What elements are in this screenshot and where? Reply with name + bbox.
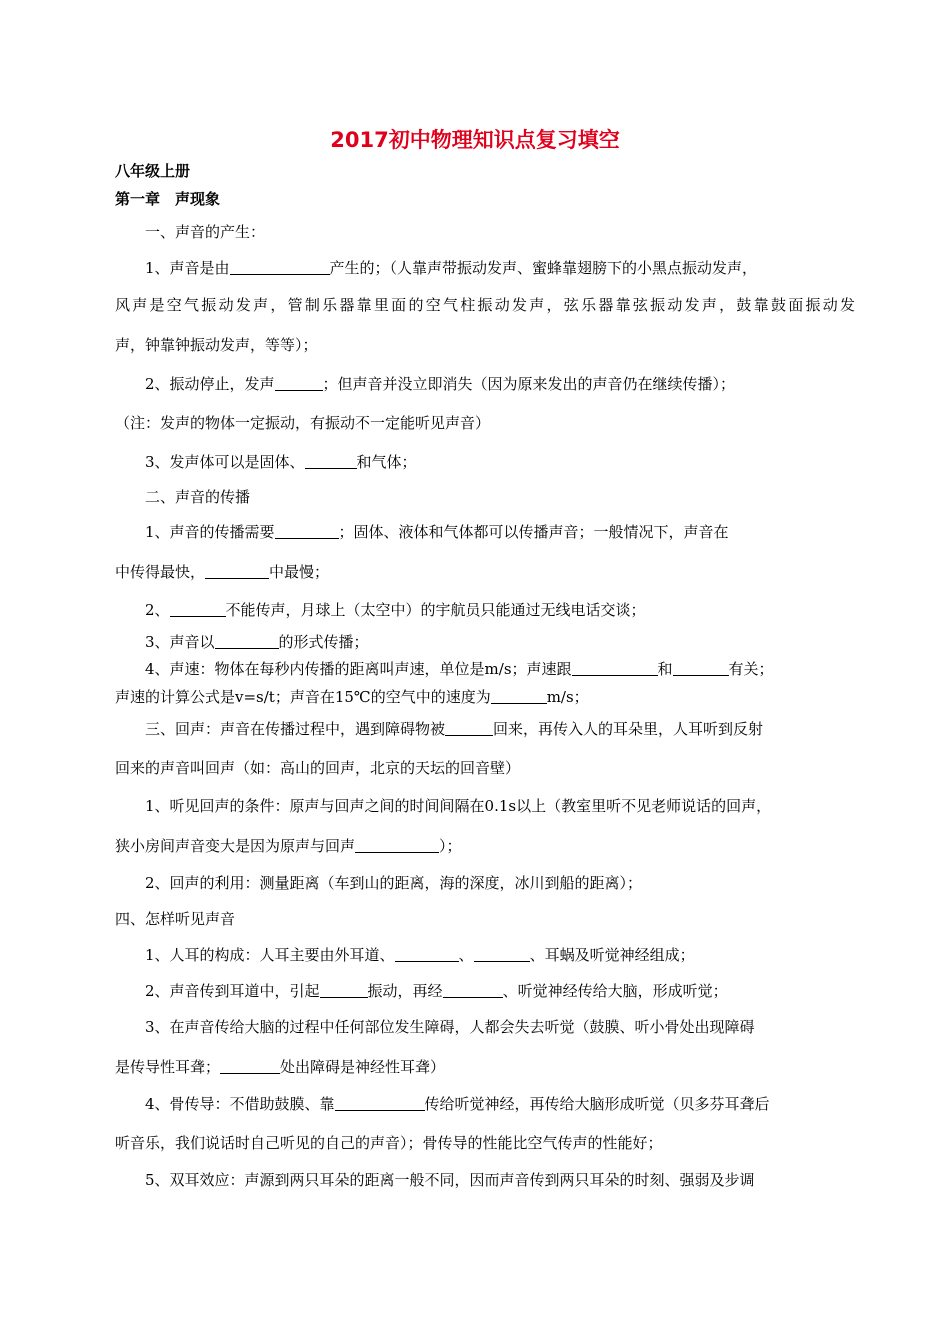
fill-blank[interactable]: [230, 260, 330, 275]
fill-blank[interactable]: [170, 602, 226, 617]
text-line: 中传得最快， 中最慢；: [115, 563, 330, 581]
text-line: 4、声速：物体在每秒内传播的距离叫声速，单位是m/s；声速跟 和 有关；: [145, 660, 774, 678]
text-line: 三、回声：声音在传播过程中，遇到障碍物被 回来，再传入人的耳朵里，人耳听到反射: [145, 720, 764, 738]
fill-blank[interactable]: [491, 689, 547, 704]
text-line: 狭小房间声音变大是因为原声与回声 ）；: [115, 837, 462, 855]
text-line: 听音乐，我们说话时自己听见的自己的声音）；骨传导的性能比空气传声的性能好；: [115, 1134, 663, 1152]
text-line: 风声是空气振动发声，管制乐器靠里面的空气柱振动发声，弦乐器靠弦振动发声，鼓靠鼓面振动发: [115, 296, 855, 314]
text-line: 3、声音以 的形式传播；: [145, 633, 369, 651]
text-line: 5、双耳效应：声源到两只耳朵的距离一般不同，因而声音传到两只耳朵的时刻、强弱及步调: [145, 1171, 755, 1189]
text-line: 2、回声的利用：测量距离（车到山的距离，海的深度，冰川到船的距离）；: [145, 874, 643, 892]
text-line: 2、 不能传声，月球上（太空中）的宇航员只能通过无线电话交谈；: [145, 601, 646, 619]
fill-blank[interactable]: [220, 1059, 280, 1074]
text-line: 2、声音传到耳道中，引起 振动，再经 、听觉神经传给大脑，形成听觉；: [145, 982, 728, 1000]
fill-blank[interactable]: [275, 524, 339, 539]
fill-blank[interactable]: [395, 947, 459, 962]
grade-heading: 八年级上册: [115, 162, 191, 180]
text-line: 1、声音的传播需要 ；固体、液体和气体都可以传播声音；一般情况下，声音在: [145, 523, 729, 541]
fill-blank[interactable]: [335, 1096, 425, 1111]
text-line: 3、发声体可以是固体、 和气体；: [145, 453, 417, 471]
text-line: 回来的声音叫回声（如：高山的回声，北京的天坛的回音壁）: [115, 759, 521, 777]
fill-blank[interactable]: [673, 661, 729, 676]
fill-blank[interactable]: [474, 947, 530, 962]
text-line: 声，钟靠钟振动发声，等等）；: [115, 336, 318, 354]
fill-blank[interactable]: [320, 983, 368, 998]
fill-blank[interactable]: [572, 661, 658, 676]
fill-blank[interactable]: [443, 983, 503, 998]
fill-blank[interactable]: [445, 721, 493, 736]
text-line: 是传导性耳聋； 处出障碍是神经性耳聋）: [115, 1058, 446, 1076]
text-line: 四、怎样听见声音: [115, 910, 236, 928]
text-line: 3、在声音传给大脑的过程中任何部位发生障碍，人都会失去听觉（鼓膜、听小骨处出现障碍: [145, 1018, 755, 1036]
text-line: 1、听见回声的条件：原声与回声之间的时间间隔在0.1s以上（教室里听不见老师说话的回声，: [145, 797, 772, 815]
chapter-heading: 第一章 声现象: [115, 190, 221, 208]
text-line: 2、振动停止，发声 ；但声音并没立即消失（因为原来发出的声音仍在继续传播）；: [145, 375, 736, 393]
text-line: （注：发声的物体一定振动，有振动不一定能听见声音）: [115, 414, 491, 432]
fill-blank[interactable]: [305, 454, 357, 469]
text-line: 1、声音是由 产生的；（人靠声带振动发声、蜜蜂靠翅膀下的小黑点振动发声，: [145, 259, 758, 277]
text-line: 二、声音的传播: [145, 488, 251, 506]
fill-blank[interactable]: [205, 564, 269, 579]
text-line: 一、声音的产生：: [145, 223, 266, 241]
fill-blank[interactable]: [355, 838, 439, 853]
fill-blank[interactable]: [215, 634, 279, 649]
text-line: 4、骨传导：不借助鼓膜、靠 传给听觉神经，再传给大脑形成听觉（贝多芬耳聋后: [145, 1095, 770, 1113]
text-line: 1、人耳的构成：人耳主要由外耳道、 、 、耳蜗及听觉神经组成；: [145, 946, 695, 964]
text-line: 声速的计算公式是v=s/t；声音在15℃的空气中的速度为 m/s；: [115, 688, 589, 706]
document-title: 2017初中物理知识点复习填空: [330, 128, 620, 152]
fill-blank[interactable]: [275, 376, 323, 391]
